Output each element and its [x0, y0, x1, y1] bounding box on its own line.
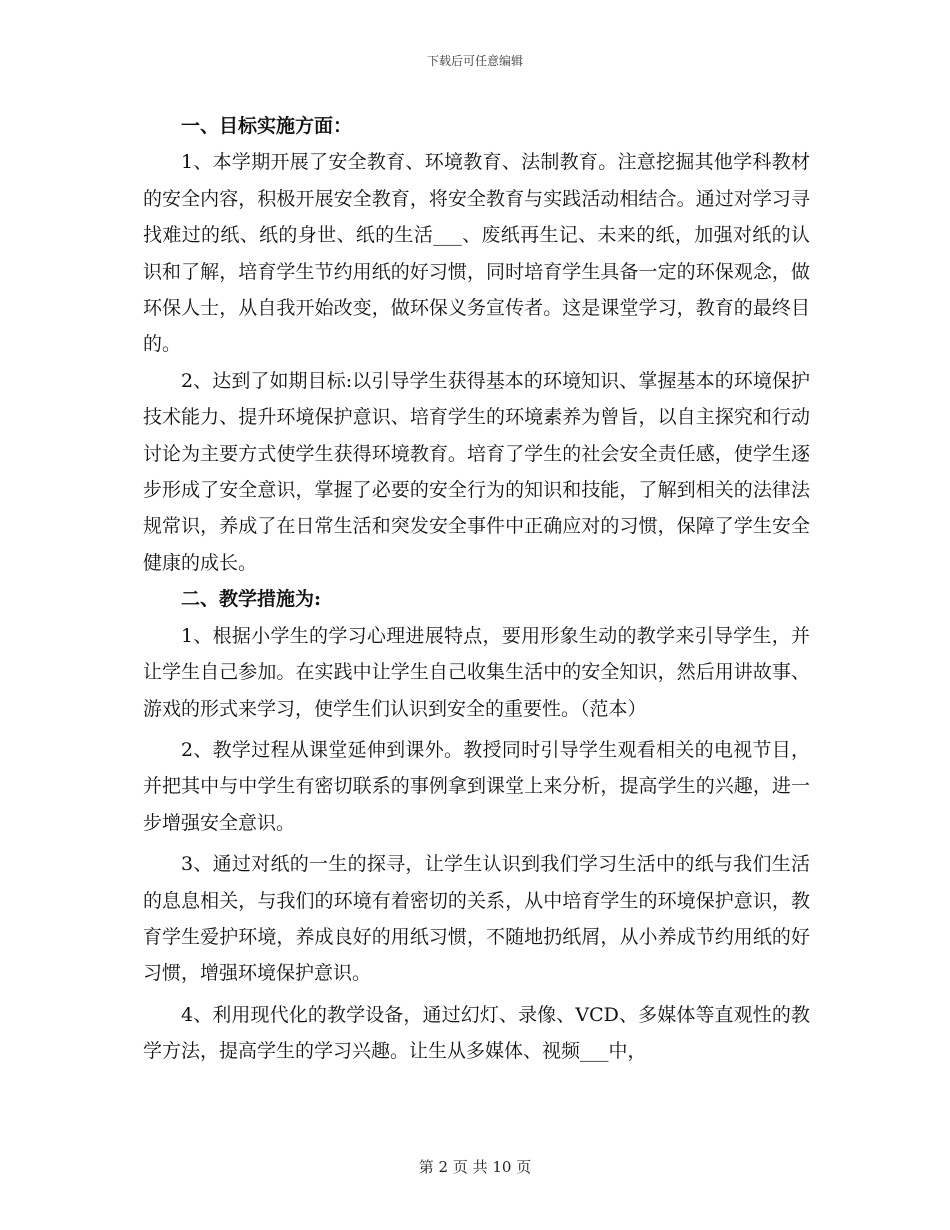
paragraph: 1、本学期开展了安全教育、环境教育、法制教育。注意挖掘其他学科教材的安全内容，积极开展安全教育，将安全教育与实践活动相结合。通过对学习寻找难过的纸、纸的身世、纸的生活___、废纸再生记、未来的纸，加强对纸的认识和了解，培育学生节约用纸的好习惯，同时培育学生具备一定的环保观念，做环保人士，从自我开始改变，做环保义务宣传者。这是课堂学习，教育的最终目的。 [143, 151, 810, 356]
paragraph: 2、达到了如期目标:以引导学生获得基本的环境知识、掌握基本的环境保护技术能力、提升环境保护意识、培育学生的环境素养为曾旨，以自主探究和行动讨论为主要方式使学生获得环境教育。培育了学生的社会安全责任感，使学生逐步形成了安全意识，掌握了必要的安全行为的知识和技能，了解到相关的法律法规常识，养成了在日常生活和突发安全事件中正确应对的习惯，保障了学生安全健康的成长。 [143, 369, 810, 574]
paragraph: 2、教学过程从课堂延伸到课外。教授同时引导学生观看相关的电视节目，并把其中与中学生有密切联系的事例拿到课堂上来分析，提高学生的兴趣，进一步增强安全意识。 [143, 738, 810, 834]
paragraph: 3、通过对纸的一生的探寻，让学生认识到我们学习生活中的纸与我们生活的息息相关，与我们的环境有着密切的关系，从中培育学生的环境保护意识，教育学生爱护环境，养成良好的用纸习惯，不随地扔纸屑，从小养成节约用纸的好习惯，增强环境保护意识。 [143, 853, 810, 985]
page-header: 下载后可任意编辑 [426, 54, 523, 68]
page-number: 第 2 页 共 10 页 [418, 1158, 532, 1176]
section-heading-goals: 一、目标实施方面： [181, 115, 353, 137]
paragraph: 4、利用现代化的教学设备，通过幻灯、录像、VCD、多媒体等直观性的教学方法，提高学生的学习兴趣。让生从多媒体、视频___中， [143, 1003, 810, 1063]
paragraph: 1、根据小学生的学习心理进展特点，要用形象生动的教学来引导学生，并让学生自己参加。在实践中让学生自己收集生活中的安全知识，然后用讲故事、游戏的形式来学习，使学生们认识到安全的重要性。（范本） [143, 624, 810, 720]
document-body [143, 108, 810, 1070]
section-heading-measures: 二、教学措施为: [181, 588, 322, 611]
